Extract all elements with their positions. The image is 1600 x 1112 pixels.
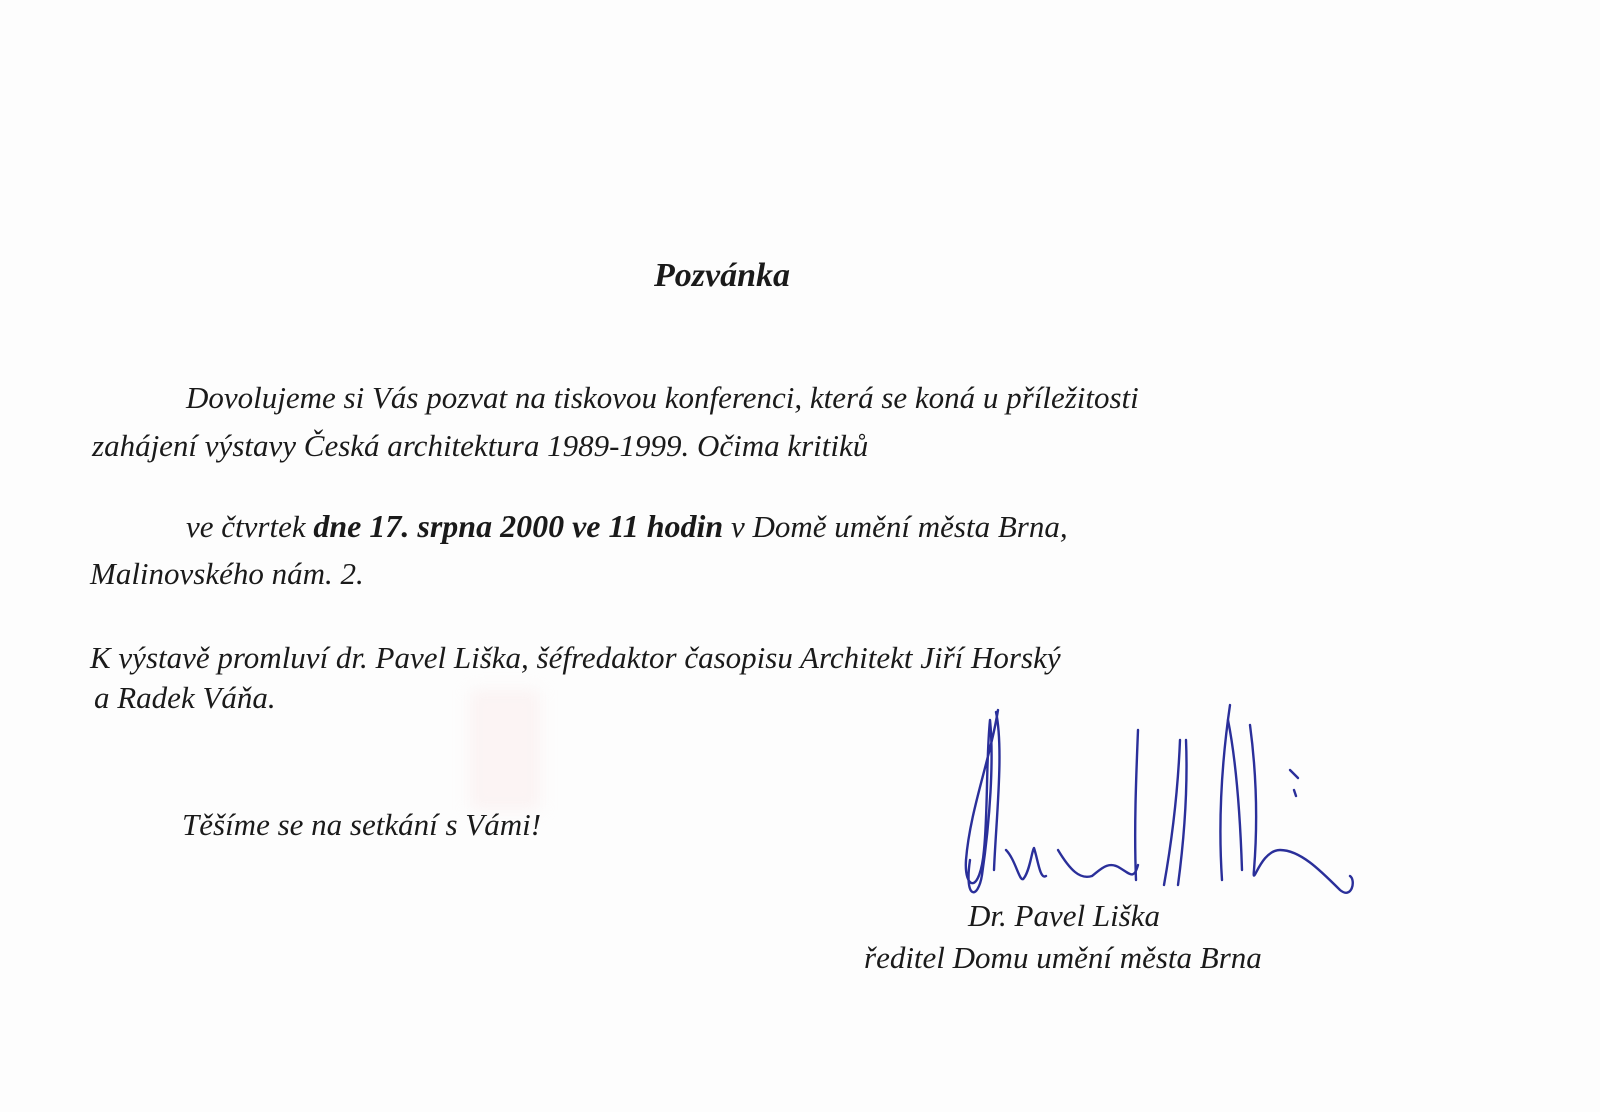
handwritten-signature [960,700,1400,930]
signatory-name: Dr. Pavel Liška [968,898,1161,933]
paragraph2-line1 [186,508,1068,545]
paragraph3-line1: K výstavě promluví dr. Pavel Liška, šéfredaktor časopisu Architekt Jiří Horský [90,640,1061,675]
venue-text: v Domě umění města Brna, [730,509,1068,544]
paper-stain [470,690,540,810]
closing-line: Těšíme se na setkání s Vámi! [182,807,542,842]
paragraph1-line2: zahájení výstavy Česká architektura 1989-1999. Očima kritiků [92,428,869,463]
date-prefix: ve čtvrtek [186,509,306,544]
paragraph3-line2: a Radek Váňa. [94,680,276,715]
signatory-role: ředitel Domu umění města Brna [864,940,1262,975]
document-title: Pozvánka [654,257,790,294]
event-date-time: dne 17. srpna 2000 ve 11 hodin [313,508,724,544]
paragraph2-line2: Malinovského nám. 2. [90,556,364,591]
paragraph1-line1: Dovolujeme si Vás pozvat na tiskovou konferenci, která se koná u příležitosti [186,380,1139,415]
